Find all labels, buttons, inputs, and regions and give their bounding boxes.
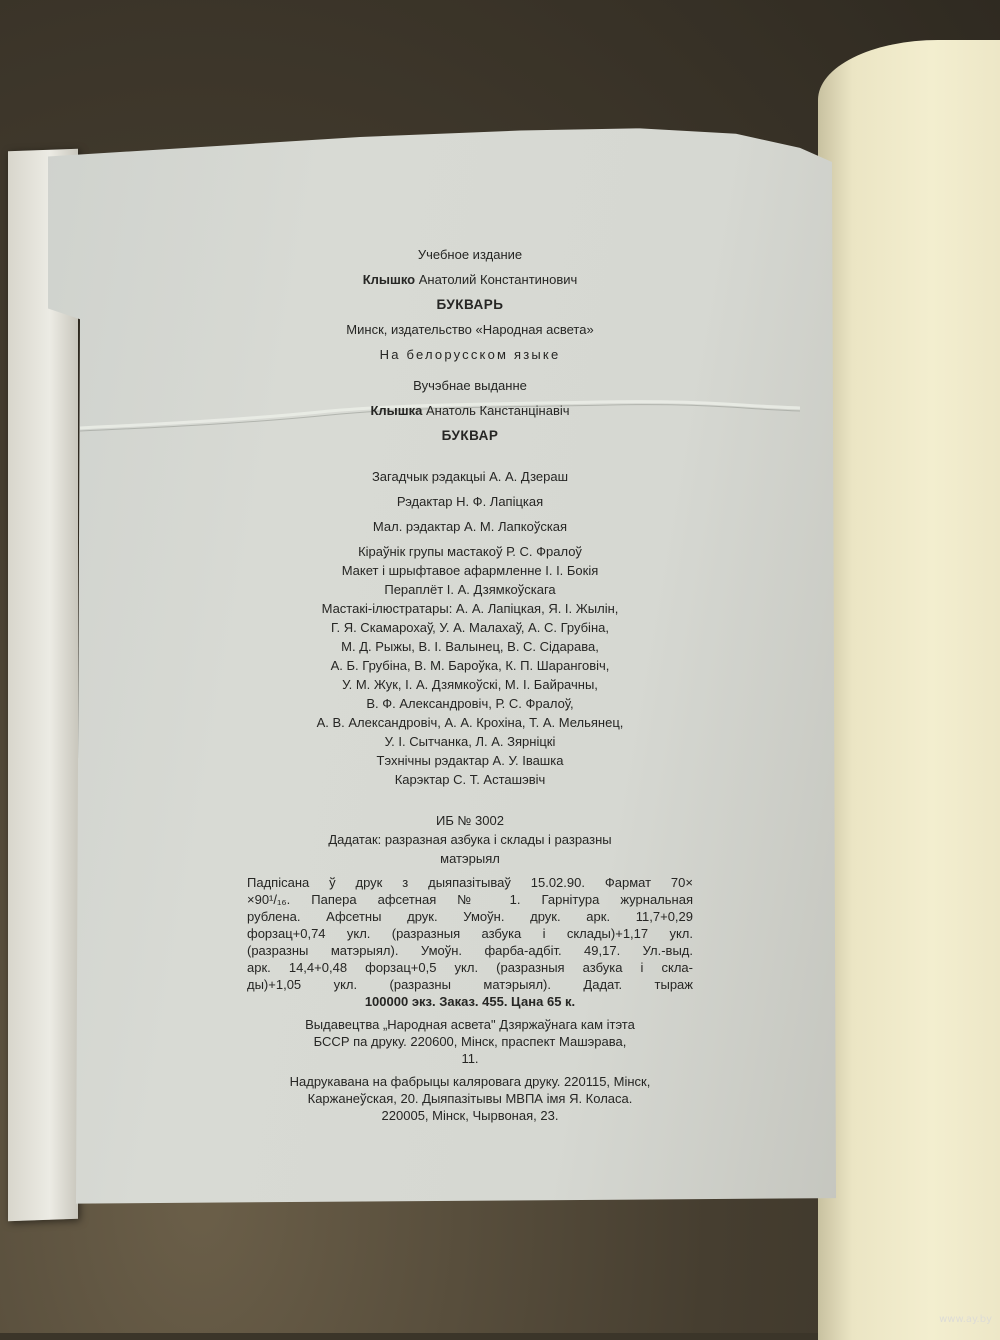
- credit-line: Загадчык рэдакцыі А. А. Дзераш: [371, 469, 569, 484]
- edition-type-be: Вучэбнае выданне: [413, 378, 527, 393]
- credit-line: М. Д. Рыжы, В. І. Валынец, В. С. Сідарава,: [341, 639, 599, 654]
- author-name-be: Анатоль Канстанцінавіч: [425, 403, 570, 418]
- credit-line: Макет і шрыфтавое афармленне І. І. Бокія: [341, 563, 599, 578]
- credit-line: А. В. Александровіч, А. А. Крохіна, Т. А. Мельянец,: [316, 715, 624, 730]
- edition-type-ru: Учебное издание: [417, 247, 523, 262]
- printer-line: Каржанеўская, 20. Дыяпазітывы МВПА імя Я. Коласа.: [307, 1091, 633, 1106]
- credit-line: Г. Я. Скамарохаў, У. А. Малахаў, А. С. Грубіна,: [331, 620, 609, 635]
- printer-line: Надрукавана на фабрыцы каляровага друку. 220115, Мінск,: [289, 1074, 651, 1089]
- print-info-line: форзац+0,74 укл. (разразныя азбука і склады)+1,17 укл.: [247, 926, 693, 941]
- author-surname-ru: Клышко: [362, 272, 416, 287]
- printer-block: [247, 1073, 693, 1124]
- watermark: www.ay.by: [939, 1314, 992, 1325]
- credit-line: У. І. Сытчанка, Л. А. Зярніцкі: [384, 734, 556, 749]
- print-info-line: (разразны матэрыял). Умоўн. фарба-адбіт. 49,17. Ул.-выд.: [247, 943, 693, 958]
- credit-line: А. Б. Грубіна, В. М. Бароўка, К. П. Шаранговіч,: [330, 658, 610, 673]
- publisher-line: БССР па друку. 220600, Мінск, праспект Машэрава,: [313, 1034, 627, 1049]
- publisher-block: [265, 1016, 675, 1067]
- credit-line: Карэктар С. Т. Асташэвіч: [394, 772, 546, 787]
- credit-line: Рэдактар Н. Ф. Лапіцкая: [396, 494, 544, 509]
- print-run: 100000 экз. Заказ. 455. Цана 65 к.: [364, 994, 576, 1009]
- print-info-line: рублена. Афсетны друк. Умоўн. друк. арк. 11,7+0,29: [247, 909, 693, 924]
- credit-line: Тэхнічны рэдактар А. У. Івашка: [376, 753, 564, 768]
- language-line: На белорусском языке: [379, 347, 561, 362]
- print-info-line: арк. 14,4+0,48 форзац+0,5 укл. (разразныя азбука і скла-: [247, 960, 693, 975]
- publisher-line: 11.: [461, 1051, 479, 1066]
- credit-line: Пераплёт І. А. Дзямкоўскага: [384, 582, 556, 597]
- publisher-line-ru: Минск, издательство «Народная асвета»: [346, 322, 594, 337]
- print-info-line: ×90¹/₁₆. Папера афсетная № 1. Гарнітура журнальная: [247, 892, 693, 907]
- supplement-line: Дадатак: разразная азбука і склады і разразны: [328, 832, 612, 847]
- facing-page: [818, 40, 1000, 1340]
- publisher-line: Выдавецтва „Народная асвета" Дзяржаўнага кам ітэта: [305, 1017, 635, 1032]
- credit-line: Мал. рэдактар А. М. Лапкоўская: [372, 519, 568, 534]
- credit-line: У. М. Жук, І. А. Дзямкоўскі, М. І. Байрачны,: [342, 677, 598, 692]
- printer-line: 220005, Мінск, Чырвоная, 23.: [381, 1108, 559, 1123]
- book-title-be: БУКВАР: [441, 428, 499, 443]
- credit-line: В. Ф. Александровіч, Р. С. Фралоў,: [366, 696, 574, 711]
- credit-line: Кіраўнік групы мастакоў Р. С. Фралоў: [358, 544, 582, 559]
- author-surname-be: Клышка: [370, 403, 423, 418]
- book-title-ru: БУКВАРЬ: [436, 297, 504, 312]
- credit-line: Мастакі-ілюстратары: А. А. Лапіцкая, Я. І. Жылін,: [321, 601, 619, 616]
- author-line-be: [170, 401, 770, 420]
- author-name-ru: Анатолий Константинович: [418, 272, 578, 287]
- print-info-line: ды)+1,05 укл. (разразны матэрыял). Дадат. тыраж: [247, 977, 693, 992]
- print-info: [247, 874, 693, 1010]
- ib-number: ИБ № 3002: [436, 813, 504, 828]
- supplement-line: матэрыял: [440, 851, 500, 866]
- author-line-ru: [170, 270, 770, 289]
- print-info-line: Падпісана ў друк з дыяпазітываў 15.02.90. Фармат 70×: [247, 875, 693, 890]
- colophon-text: [170, 245, 770, 1124]
